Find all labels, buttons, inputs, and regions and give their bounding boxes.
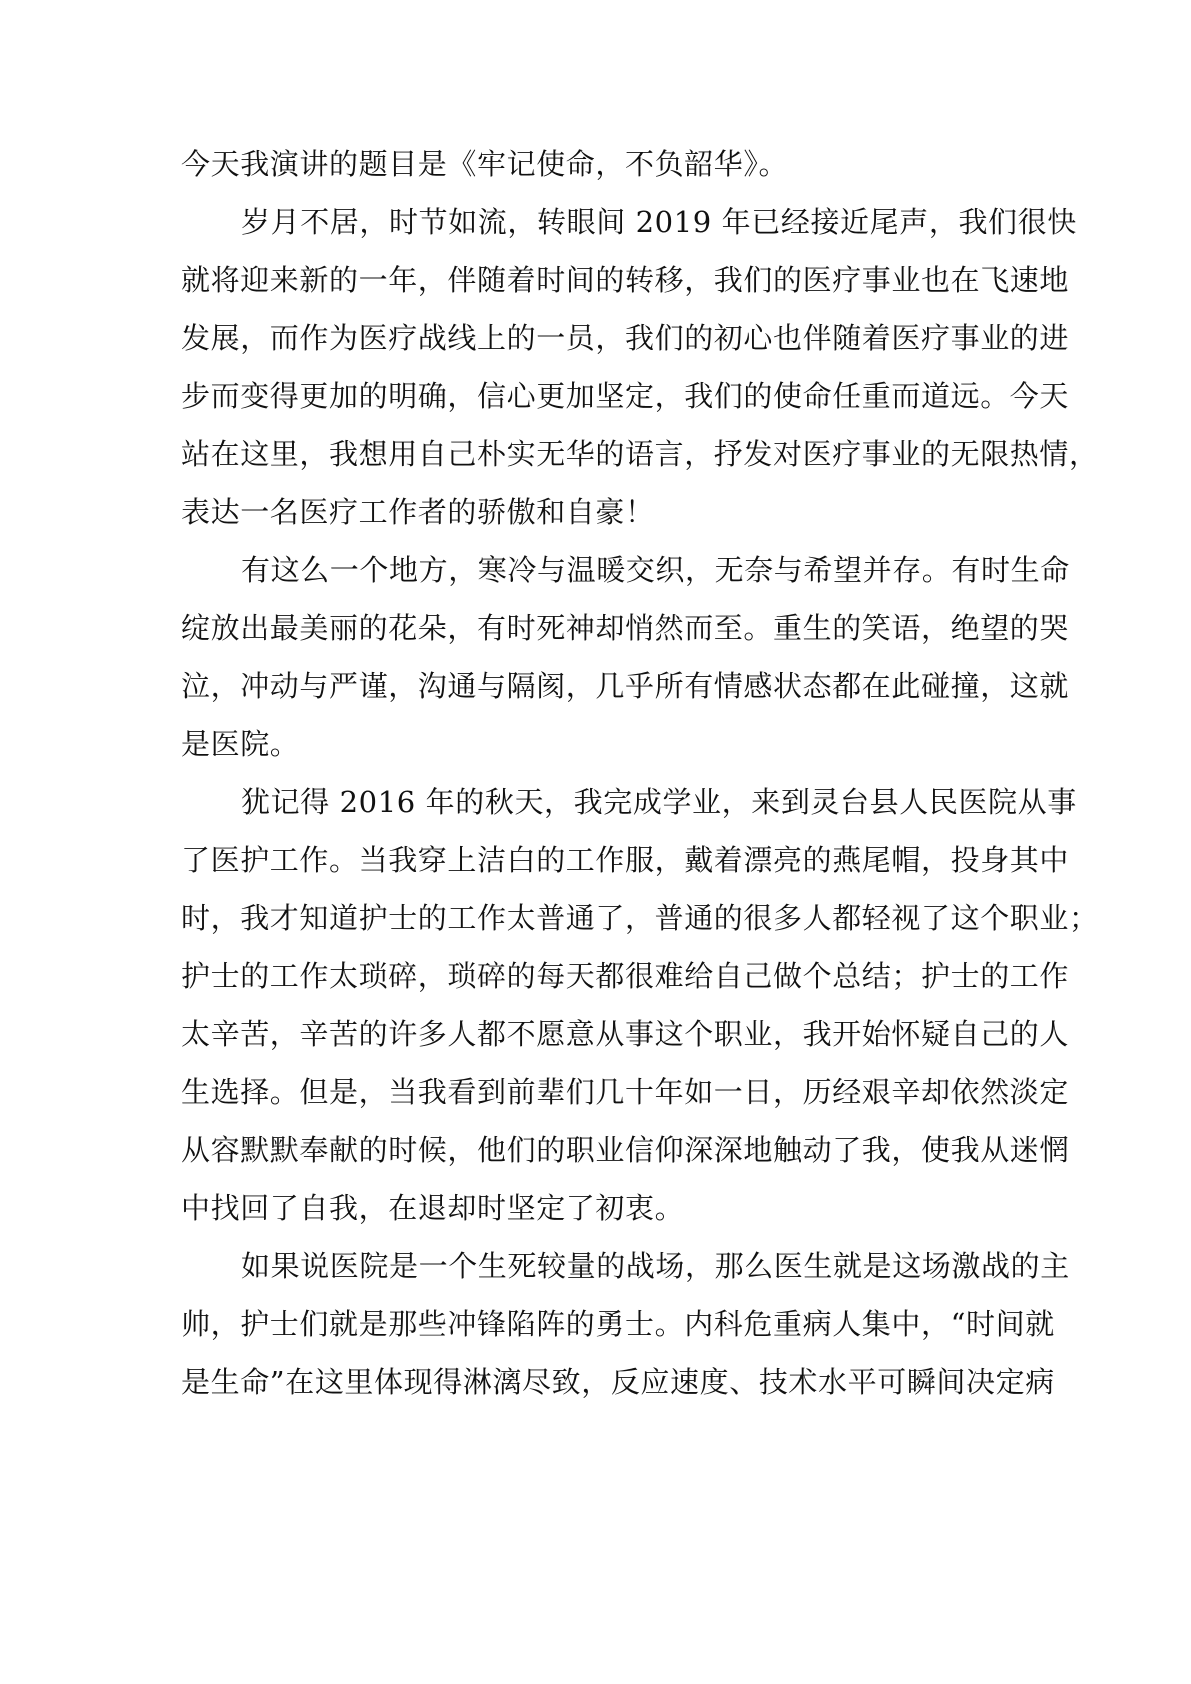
paragraph-line: 绽放出最美丽的花朵，有时死神却悄然而至。重生的笑语，绝望的哭 xyxy=(181,611,1070,645)
paragraph-line: 有这么一个地方，寒冷与温暖交织，无奈与希望并存。有时生命 xyxy=(241,553,1070,587)
paragraph-line: 犹记得 2016 年的秋天，我完成学业，来到灵台县人民医院从事 xyxy=(241,785,1077,819)
paragraph-line: 从容默默奉献的时候，他们的职业信仰深深地触动了我，使我从迷惘 xyxy=(181,1133,1070,1167)
paragraph-line: 表达一名医疗工作者的骄傲和自豪！ xyxy=(181,495,655,529)
paragraph-line: 是生命”在这里体现得淋漓尽致，反应速度、技术水平可瞬间决定病 xyxy=(181,1365,1055,1399)
paragraph-line: 步而变得更加的明确，信心更加坚定，我们的使命任重而道远。今天 xyxy=(181,379,1070,413)
paragraph-line: 了医护工作。当我穿上洁白的工作服，戴着漂亮的燕尾帽，投身其中 xyxy=(181,843,1070,877)
paragraph-line: 太辛苦，辛苦的许多人都不愿意从事这个职业，我开始怀疑自己的人 xyxy=(181,1017,1070,1051)
document-page xyxy=(181,135,1099,1411)
paragraph-line: 站在这里，我想用自己朴实无华的语言，抒发对医疗事业的无限热情， xyxy=(181,437,1099,471)
paragraph-line: 护士的工作太琐碎，琐碎的每天都很难给自己做个总结；护士的工作 xyxy=(181,959,1070,993)
paragraph-line: 就将迎来新的一年，伴随着时间的转移，我们的医疗事业也在飞速地 xyxy=(181,263,1070,297)
paragraph-line: 中找回了自我，在退却时坚定了初衷。 xyxy=(181,1191,685,1225)
paragraph-line: 发展，而作为医疗战线上的一员，我们的初心也伴随着医疗事业的进 xyxy=(181,321,1070,355)
paragraph-line: 生选择。但是，当我看到前辈们几十年如一日，历经艰辛却依然淡定 xyxy=(181,1075,1070,1109)
paragraph-line: 是医院。 xyxy=(181,727,300,761)
paragraph-line: 时，我才知道护士的工作太普通了，普通的很多人都轻视了这个职业； xyxy=(181,901,1099,935)
paragraph-line: 岁月不居，时节如流，转眼间 2019 年已经接近尾声，我们很快 xyxy=(241,205,1077,239)
paragraph-line: 今天我演讲的题目是《牢记使命，不负韶华》。 xyxy=(181,147,789,181)
paragraph-line: 泣，冲动与严谨，沟通与隔阂，几乎所有情感状态都在此碰撞，这就 xyxy=(181,669,1070,703)
paragraph-line: 帅，护士们就是那些冲锋陷阵的勇士。内科危重病人集中，“时间就 xyxy=(181,1307,1055,1341)
paragraph-line: 如果说医院是一个生死较量的战场，那么医生就是这场激战的主 xyxy=(241,1249,1070,1283)
